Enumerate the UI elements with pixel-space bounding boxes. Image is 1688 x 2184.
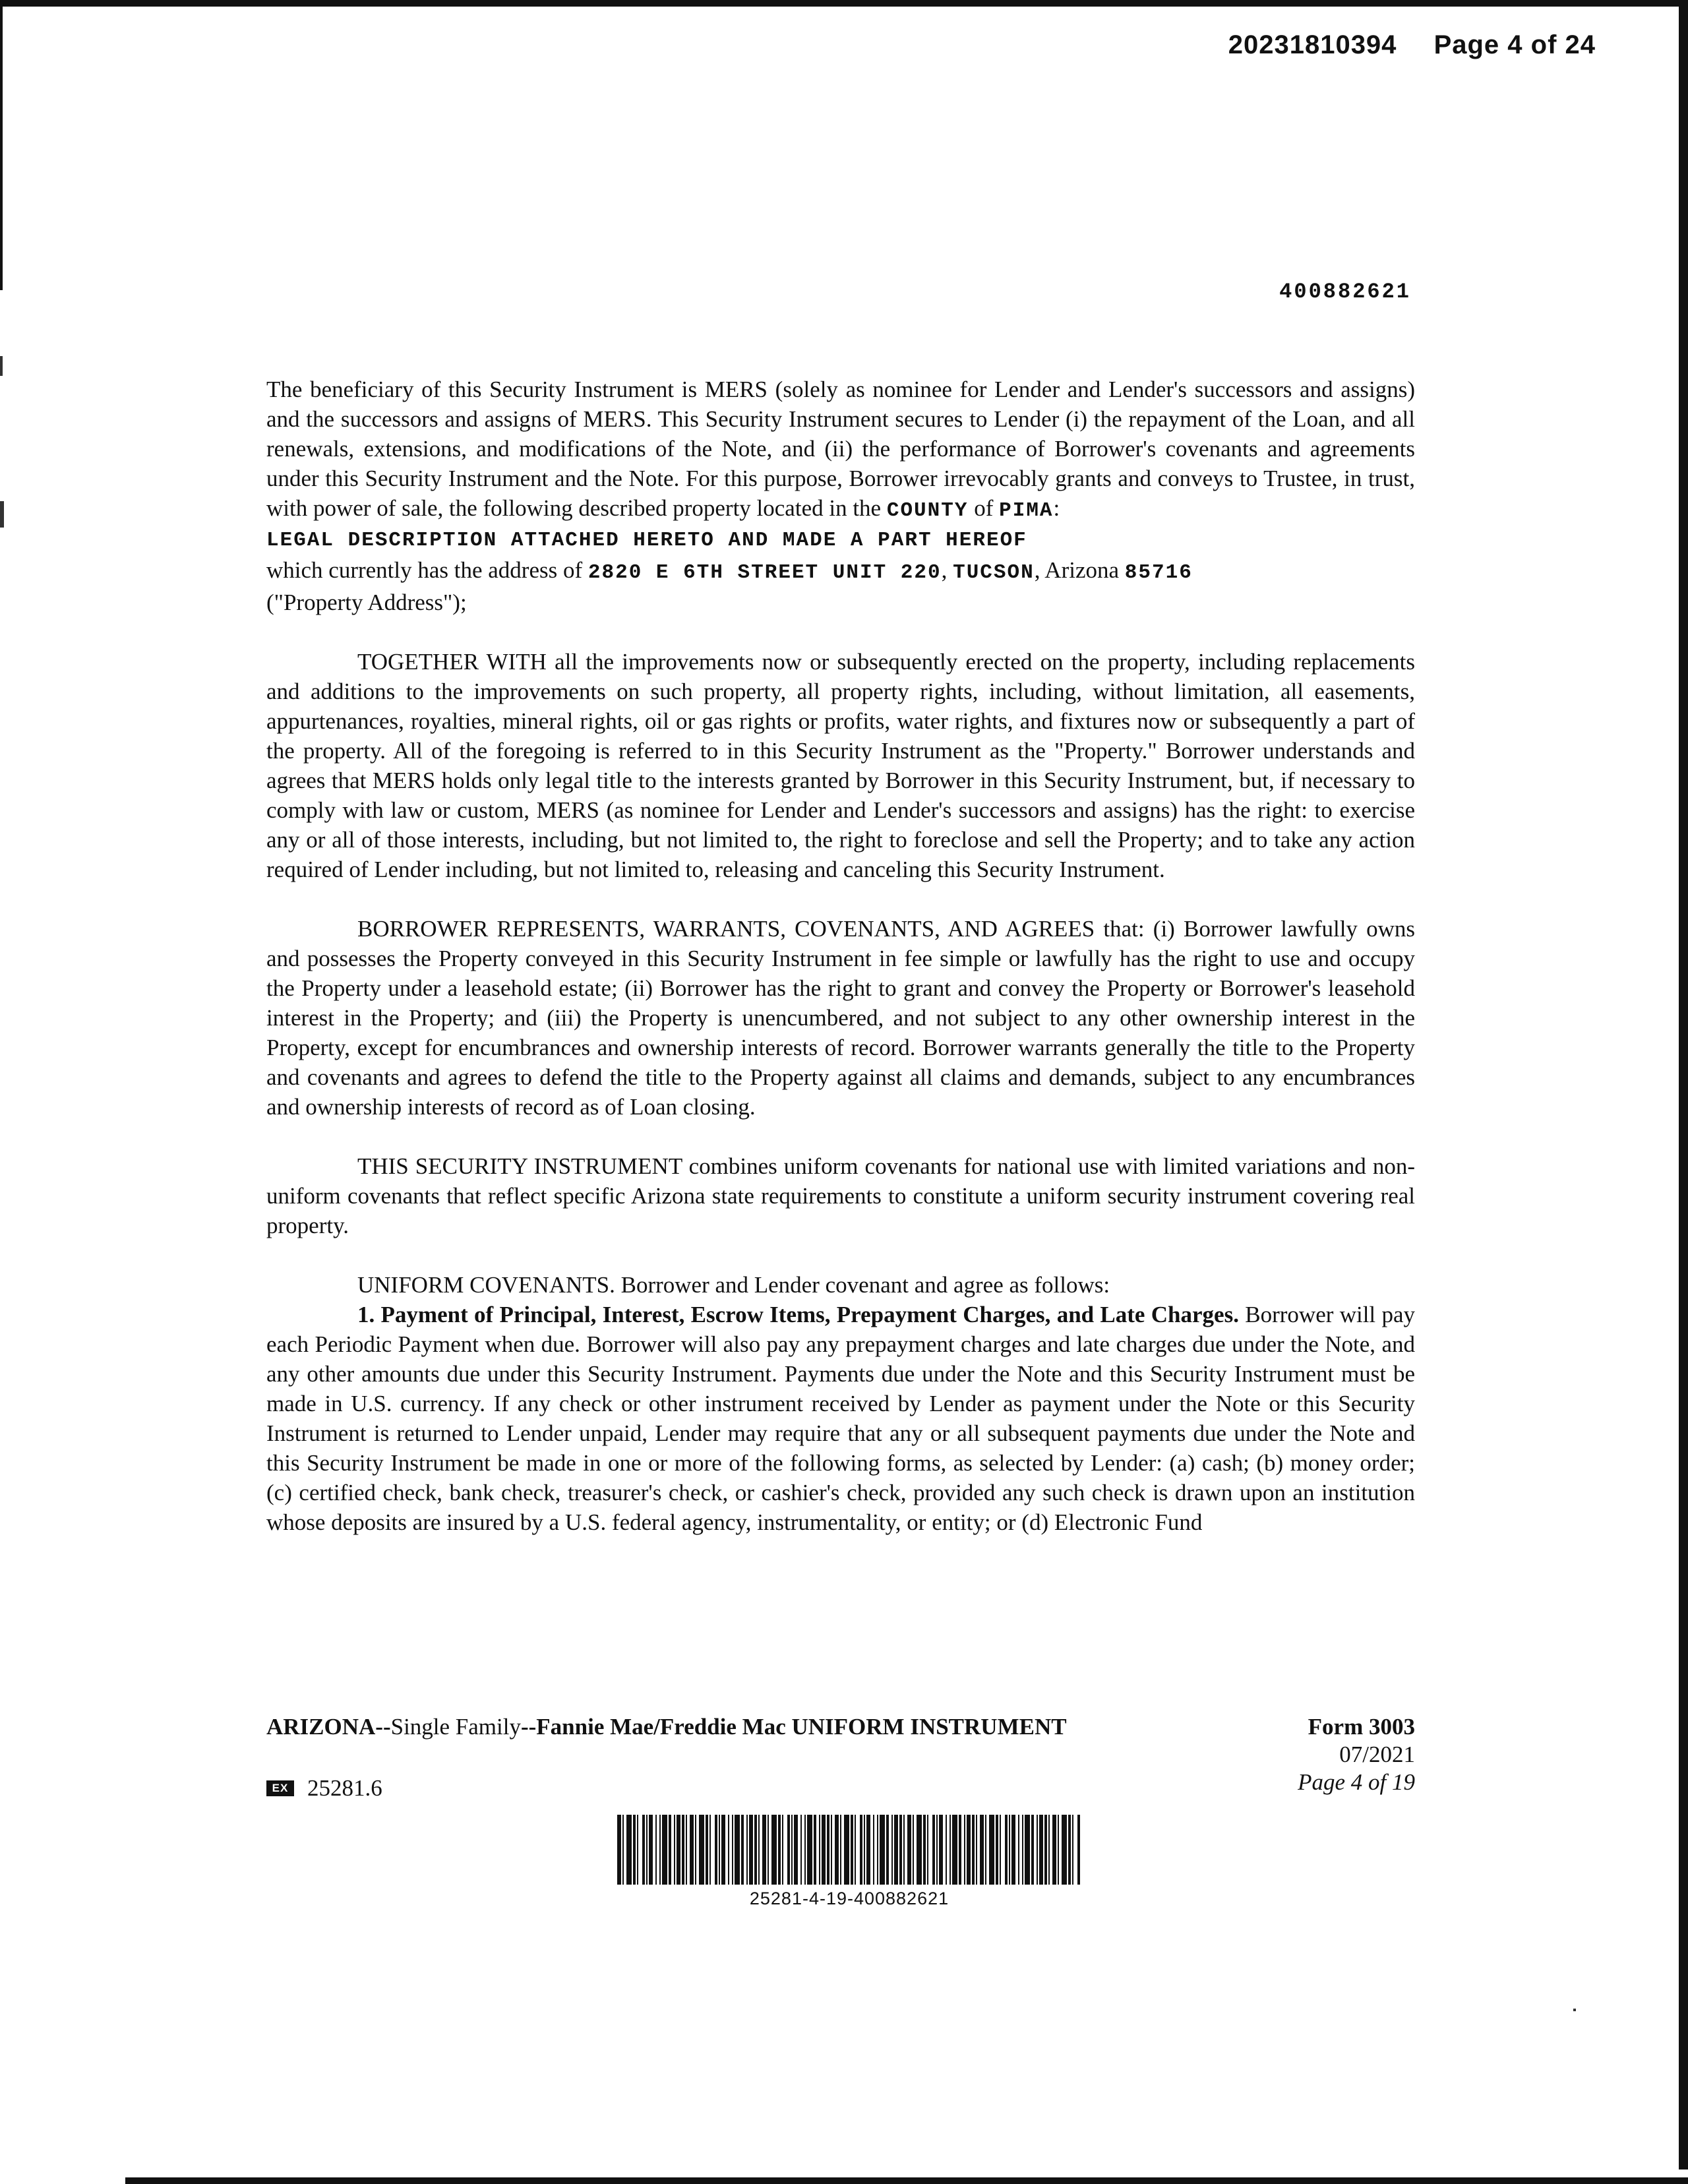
barcode-bar (721, 1815, 725, 1885)
borrower-represents-paragraph: BORROWER REPRESENTS, WARRANTS, COVENANTS, AND AGREES that: (i) Borrower lawfully owns and possesses the Property conveyed in this Security Instrument in fee simple or lawfully has the right to use and occupy the Property under a leasehold estate; (ii) Borrower has the right to grant and convey the Property or Borrower's leasehold interest in the Property; and (iii) the Property is unencumbered, and not subject to any other ownership interest in the Property, except for encumbrances and ownership interests of record. Borrower warrants generally the title to the Property and covenants and agrees to defend the title to the Property against all claims and demands, subject to any encumbrances and ownership interests of record as of Loan closing. (266, 916, 1415, 1120)
barcode-bar (844, 1815, 849, 1885)
barcode-bar (758, 1815, 760, 1885)
barcode-bar (669, 1815, 671, 1885)
barcode-bar (754, 1815, 757, 1885)
barcode-bar (626, 1815, 632, 1885)
barcode-bar (1058, 1815, 1059, 1885)
barcode-bar (633, 1815, 636, 1885)
barcode-bar (1009, 1815, 1010, 1885)
barcode-bar (762, 1815, 766, 1885)
barcode-bar (719, 1815, 720, 1885)
street-address: 2820 E 6TH STREET UNIT 220 (588, 561, 942, 584)
form-info (1298, 1713, 1415, 1796)
barcode-bar (851, 1815, 853, 1885)
barcode-bar (735, 1815, 740, 1885)
barcode-bar (952, 1815, 957, 1885)
barcode-bar (873, 1815, 874, 1885)
document-body (266, 375, 1415, 1537)
barcode-bar (899, 1815, 902, 1885)
barcode-bar (682, 1815, 684, 1885)
barcode-bar (855, 1815, 856, 1885)
barcode-bar (985, 1815, 986, 1885)
barcode-bar (622, 1815, 624, 1885)
barcode-bar (804, 1815, 806, 1885)
section-1-text: Borrower will pay each Periodic Payment when due. Borrower will also pay any prepayment charges and late charges due under the Note, and any other amounts due under this Security Instrument. Payments due under the Note and this Security Instrument must be made in U.S. currency. If any check or other instrument received by Lender as payment under the Note or this Security Instrument is returned to Lender unpaid, Lender may require that any or all subsequent payments due under the Note and this Security Instrument be made in one or more of the following forms, as selected by Lender: (a) cash; (b) money order; (c) certified check, bank check, treasurer's check, or cashier's check, provided any such check is drawn upon an institution whose deposits are insured by a U.S. federal agency, instrumentality, or entity; or (d) Electronic Fund (266, 1302, 1416, 1535)
county-name: PIMA (999, 499, 1054, 522)
beneficiary-text: The beneficiary of this Security Instrument is MERS (solely as nominee for Lender and Lender's successors and assigns) and the successors and assigns of MERS. This Security Instrument secures to Lender (i) the repayment of the Loan, and all renewals, extensions, and modifications of the Note, and (ii) the performance of Borrower's covenants and agreements under this Security Instrument and the Note. For this purpose, Borrower irrevocably grants and conveys to Trustee, in trust, with power of sale, the following described property located in the (266, 377, 1415, 521)
scan-speck (0, 356, 3, 376)
barcode-bar (923, 1815, 926, 1885)
barcode-bar (1077, 1815, 1080, 1885)
document-number: 20231810394 (1228, 30, 1397, 59)
barcode-bar (709, 1815, 711, 1885)
beneficiary-paragraph (266, 375, 1415, 526)
property-address-label: ("Property Address"); (266, 590, 467, 615)
barcode-bar (1011, 1815, 1015, 1885)
footer-sep-1: -- (375, 1714, 391, 1740)
barcode-bar (866, 1815, 870, 1885)
barcode-bar (1025, 1815, 1030, 1885)
barcode-bar (1052, 1815, 1056, 1885)
barcode-bar (741, 1815, 744, 1885)
barcode-bar (1062, 1815, 1067, 1885)
barcode-bar (996, 1815, 998, 1885)
barcode-bar (946, 1815, 947, 1885)
barcode-bar (728, 1815, 729, 1885)
doc-code-number: 25281.6 (307, 1775, 382, 1801)
barcode-bar (891, 1815, 893, 1885)
barcode-bar (1018, 1815, 1019, 1885)
barcode-bar (967, 1815, 971, 1885)
barcode-bar (617, 1815, 621, 1885)
barcode-bar (794, 1815, 798, 1885)
scan-border-right (1679, 0, 1688, 2169)
this-security-instrument-paragraph: THIS SECURITY INSTRUMENT combines uniform covenants for national use with limited variations and non-uniform covenants that reflect specific Arizona state requirements to constitute a uniform security instrument covering real property. (266, 1153, 1415, 1238)
ellie-mae-logo-icon: EX (266, 1780, 294, 1796)
barcode-bar (835, 1815, 839, 1885)
address-intro: which currently has the address of (266, 557, 583, 583)
barcode-bar (1072, 1815, 1073, 1885)
barcode-bar (782, 1815, 783, 1885)
barcode-bar (749, 1815, 753, 1885)
barcode-bar (715, 1815, 717, 1885)
barcode-bar (886, 1815, 889, 1885)
barcode-bar (913, 1815, 914, 1885)
colon: : (1053, 495, 1060, 521)
barcode-bar (819, 1815, 820, 1885)
barcode-bar (880, 1815, 885, 1885)
address-line: which currently has the address of 2820 E 6TH STREET UNIT 220, TUCSON, Arizona 85716 (266, 557, 1193, 584)
barcode-bar (1005, 1815, 1008, 1885)
barcode-bar (649, 1815, 653, 1885)
form-footer (266, 1713, 1415, 1796)
barcode-bar (840, 1815, 841, 1885)
barcode-bar (674, 1815, 675, 1885)
barcode-bar (807, 1815, 812, 1885)
doc-code (266, 1775, 382, 1802)
barcode-bar (976, 1815, 977, 1885)
barcode-bar (877, 1815, 878, 1885)
barcode-bar (778, 1815, 781, 1885)
loan-number: 400882621 (1279, 280, 1411, 304)
county-label: COUNTY (886, 499, 969, 522)
form-number: Form 3003 (1308, 1714, 1415, 1740)
barcode-bar (662, 1815, 667, 1885)
form-date: 07/2021 (1339, 1742, 1415, 1767)
barcode-bar (699, 1815, 704, 1885)
barcode-bar (677, 1815, 680, 1885)
legal-description: LEGAL DESCRIPTION ATTACHED HERETO AND MADE A PART HEREOF (266, 529, 1027, 552)
barcode-bar (917, 1815, 922, 1885)
barcode-bar (659, 1815, 661, 1885)
barcode-bar (800, 1815, 802, 1885)
barcode-bar (927, 1815, 928, 1885)
barcode-bar (827, 1815, 829, 1885)
barcode-bar (1000, 1815, 1001, 1885)
barcode-bar (894, 1815, 898, 1885)
barcode-bar (1068, 1815, 1071, 1885)
barcode-bar (907, 1815, 911, 1885)
zip-code: 85716 (1124, 561, 1193, 584)
form-page-ref: Page 4 of 19 (1298, 1769, 1415, 1795)
barcode-bar (1039, 1815, 1043, 1885)
barcode-bar (860, 1815, 862, 1885)
section-1-paragraph (266, 1300, 1415, 1537)
scan-border-bottom (125, 2177, 1688, 2184)
scan-border-top (0, 0, 1688, 7)
barcode-bar (706, 1815, 708, 1885)
barcode-bar (864, 1815, 865, 1885)
state: Arizona (1044, 557, 1120, 583)
barcode-bar (1031, 1815, 1034, 1885)
scan-speck (1573, 2009, 1576, 2011)
barcode-bar (732, 1815, 733, 1885)
barcode-bar (1037, 1815, 1038, 1885)
barcode-bar (972, 1815, 975, 1885)
scan-speck (0, 501, 4, 528)
barcode-bar (787, 1815, 790, 1885)
barcode-bar (980, 1815, 984, 1885)
footer-row (266, 1713, 1415, 1796)
of-word: of (974, 495, 994, 521)
city: TUCSON (953, 561, 1035, 584)
barcode-bar (768, 1815, 769, 1885)
scan-border-left (0, 0, 3, 290)
barcode-bar (814, 1815, 816, 1885)
barcode-bar (1044, 1815, 1047, 1885)
barcode-bar (646, 1815, 648, 1885)
barcode-bar (637, 1815, 638, 1885)
barcode-bar (822, 1815, 826, 1885)
barcode-bar (690, 1815, 694, 1885)
barcode-bar (989, 1815, 994, 1885)
barcode-bar (642, 1815, 645, 1885)
barcode-bar (959, 1815, 961, 1885)
barcode-bar (936, 1815, 938, 1885)
barcode-bar (932, 1815, 935, 1885)
uniform-covenants-heading: UNIFORM COVENANTS. Borrower and Lender covenant and agree as follows: (357, 1272, 1110, 1298)
barcode-caption: 25281-4-19-400882621 (749, 1889, 950, 1908)
form-title (266, 1713, 1067, 1796)
section-1-heading: 1. Payment of Principal, Interest, Escrow Items, Prepayment Charges, and Late Charges. (357, 1302, 1239, 1327)
footer-state: ARIZONA (266, 1714, 376, 1740)
barcode-bar (831, 1815, 832, 1885)
barcode-bar (746, 1815, 748, 1885)
barcode-bar (964, 1815, 965, 1885)
footer-issuer: Fannie Mae/Freddie Mac UNIFORM INSTRUMENT (536, 1714, 1067, 1740)
barcode-bar (950, 1815, 951, 1885)
footer-family: Single Family (390, 1714, 521, 1740)
barcode-bar (1048, 1815, 1050, 1885)
barcode-bar (771, 1815, 777, 1885)
recording-stamp (1228, 30, 1596, 60)
barcode-bar (655, 1815, 657, 1885)
barcode-bar (903, 1815, 905, 1885)
barcode-bar (791, 1815, 793, 1885)
together-with-paragraph: TOGETHER WITH all the improvements now or subsequently erected on the property, including replacements and additions to the improvements on such property, all property rights, including, without limitation, all easements, appurtenances, royalties, mineral rights, oil or gas rights or profits, water rights, and fixtures now or subsequently a part of the property. All of the foregoing is referred to in this Security Instrument as the "Property." Borrower understands and agrees that MERS holds only legal title to the interests granted by Borrower in this Security Instrument, but, if necessary to comply with law or custom, MERS (as nominee for Lender and Lender's successors and assigns) has the right: to exercise any or all of those interests, including, but not limited to, the right to foreclose and sell the Property; and to take any action required of Lender including, but not limited to, releasing and canceling this Security Instrument. (266, 649, 1415, 882)
barcode-bar (695, 1815, 696, 1885)
barcode-bar (1022, 1815, 1023, 1885)
page-label: Page 4 of 24 (1433, 30, 1596, 59)
barcode-block (617, 1815, 1081, 1909)
footer-sep-2: -- (520, 1714, 537, 1740)
barcode-bar (686, 1815, 687, 1885)
barcode-bar (939, 1815, 943, 1885)
barcode (617, 1815, 1081, 1885)
